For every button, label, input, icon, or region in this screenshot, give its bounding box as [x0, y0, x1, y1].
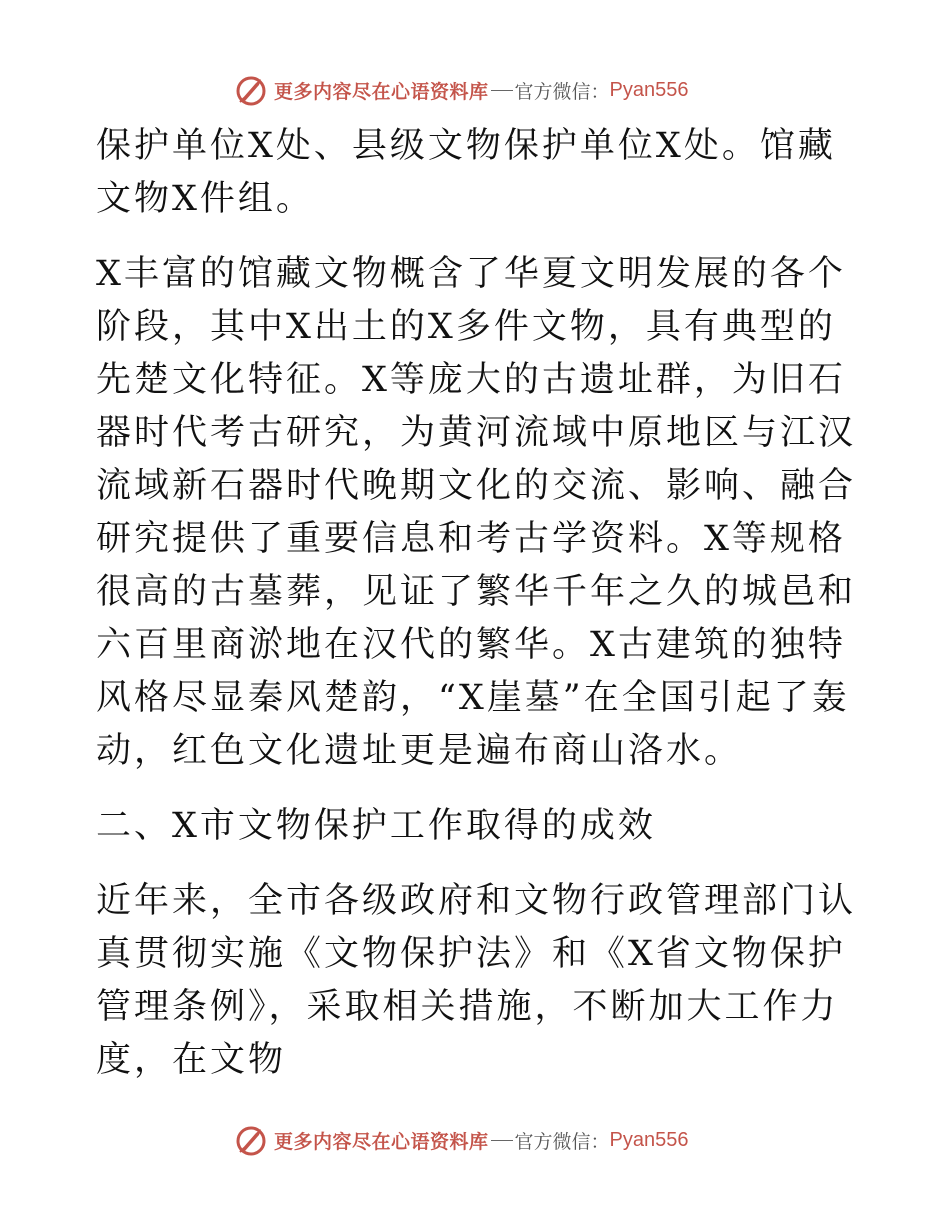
- banner-wechat-handle: Pyan556: [609, 1128, 689, 1151]
- paragraph-1: 保护单位X处、县级文物保护单位X处。馆藏文物X件组。: [96, 126, 836, 219]
- quill-pen-logo-icon: [234, 73, 268, 107]
- header-banner: [234, 70, 689, 110]
- footer-banner: [234, 1120, 689, 1160]
- banner-separator: [491, 90, 513, 91]
- paragraph-2: X丰富的馆藏文物概含了华夏文明发展的各个阶段，其中X出土的X多件文物，具有典型的先楚文化特征。X等庞大的古遗址群，为旧石器时代考古研究，为黄河流域中原地区与江汉流域新石器时代晚期文化的交流、影响、融合研究提供了重要信息和考古学资料。X等规格很高的古墓葬，见证了繁华千年之久的城邑和六百里商淤地在汉代的繁华。X古建筑的独特风格尽显秦风楚韵，“X崖墓”在全国引起了轰动，红色文化遗址更是遍布商山洛水。: [96, 254, 857, 771]
- document-body: [96, 120, 856, 1087]
- paragraph-3: 近年来，全市各级政府和文物行政管理部门认真贯彻实施《文物保护法》和《X省文物保护管理条例》，采取相关措施，不断加大工作力度，在文物: [96, 881, 857, 1080]
- paragraph-gap: [96, 226, 856, 248]
- banner-wechat-label: 官方微信：: [514, 1130, 610, 1153]
- banner-main-text: 更多内容尽在心语资料库: [274, 1130, 489, 1153]
- paragraph-gap: [96, 853, 856, 875]
- section-heading: 二、X市文物保护工作取得的成效: [96, 806, 656, 846]
- quill-pen-logo-icon: [234, 1123, 268, 1157]
- paragraph-gap: [96, 778, 856, 800]
- banner-separator: [491, 1140, 513, 1141]
- banner-wechat-label: 官方微信：: [514, 80, 610, 103]
- banner-main-text: 更多内容尽在心语资料库: [274, 80, 489, 103]
- banner-wechat-handle: Pyan556: [609, 78, 689, 101]
